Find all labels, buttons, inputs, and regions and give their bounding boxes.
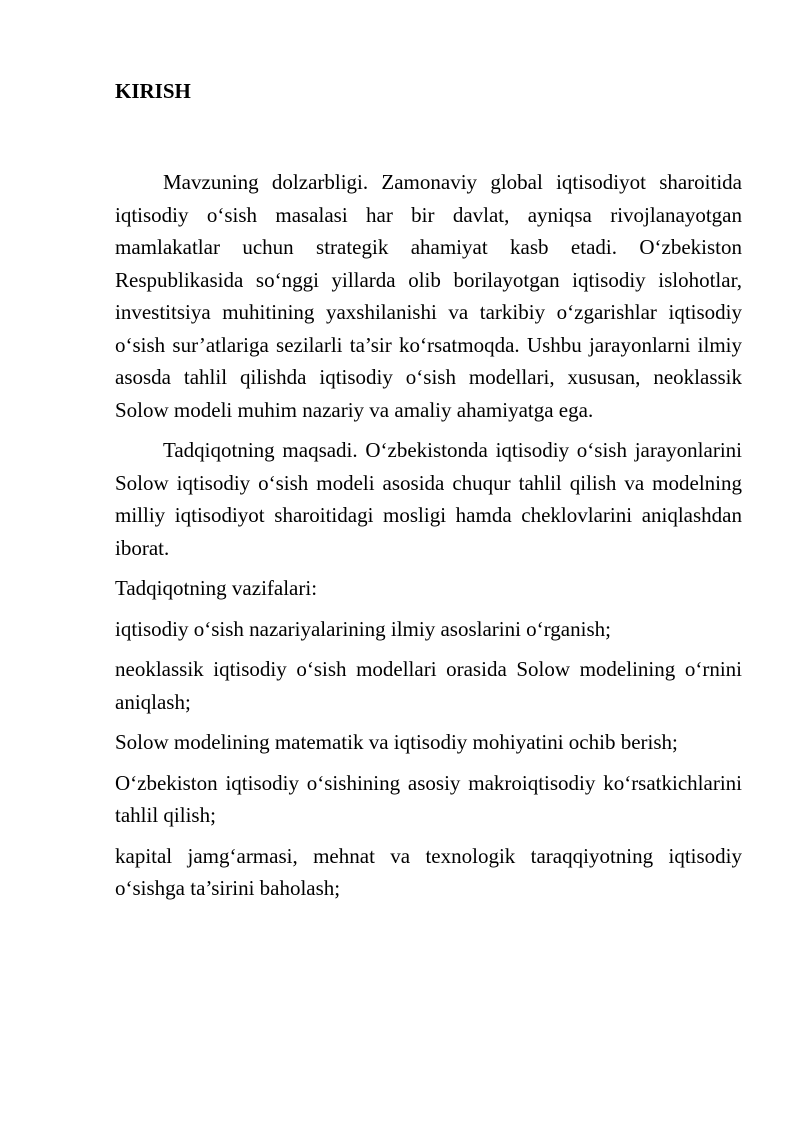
task-item: O‘zbekiston iqtisodiy o‘sishining asosiy makroiqtisodiy ko‘rsatkichlarini tahlil qilish; [115,770,742,827]
paragraph-relevance: Mavzuning dolzarbligi. Zamonaviy global iqtisodiyot sharoitida iqtisodiy o‘sish masalasi har bir davlat, ayniqsa rivojlanayotgan mamlakatlar uchun strategik ahamiyat kasb etadi. O‘zbekiston Respublikasida so‘nggi yillarda olib borilayotgan iqtisodiy islohotlar, investitsiya muhitining yaxshilanishi va tarkibiy o‘zgarishlar iqtisodiy o‘sish sur’atlariga sezilarli ta’sir ko‘rsatmoqda. Ushbu jarayonlarni ilmiy asosda tahlil qilishda iqtisodiy o‘sish modellari, xususan, neoklassik Solow modeli muhim nazariy va amaliy ahamiyatga ega. [115,170,742,422]
paragraph-goal: Tadqiqotning maqsadi. O‘zbekistonda iqtisodiy o‘sish jarayonlarini Solow iqtisodiy o‘sish modeli asosida chuqur tahlil qilish va modelning milliy iqtisodiyot sharoitidagi mosligi hamda cheklovlarini aniqlashdan iborat. [115,438,742,560]
section-heading: KIRISH [115,79,191,103]
document-body [115,166,742,913]
task-item: Solow modelining matematik va iqtisodiy mohiyatini ochib berish; [115,730,678,754]
task-item: iqtisodiy o‘sish nazariyalarining ilmiy asoslarini o‘rganish; [115,616,611,641]
task-item: neoklassik iqtisodiy o‘sish modellari orasida Solow modelining o‘rnini aniqlash; [115,657,742,714]
tasks-heading: Tadqiqotning vazifalari: [115,576,318,600]
task-item: kapital jamg‘armasi, mehnat va texnologik taraqqiyotning iqtisodiy o‘sishga ta’sirini baholash; [115,843,742,900]
